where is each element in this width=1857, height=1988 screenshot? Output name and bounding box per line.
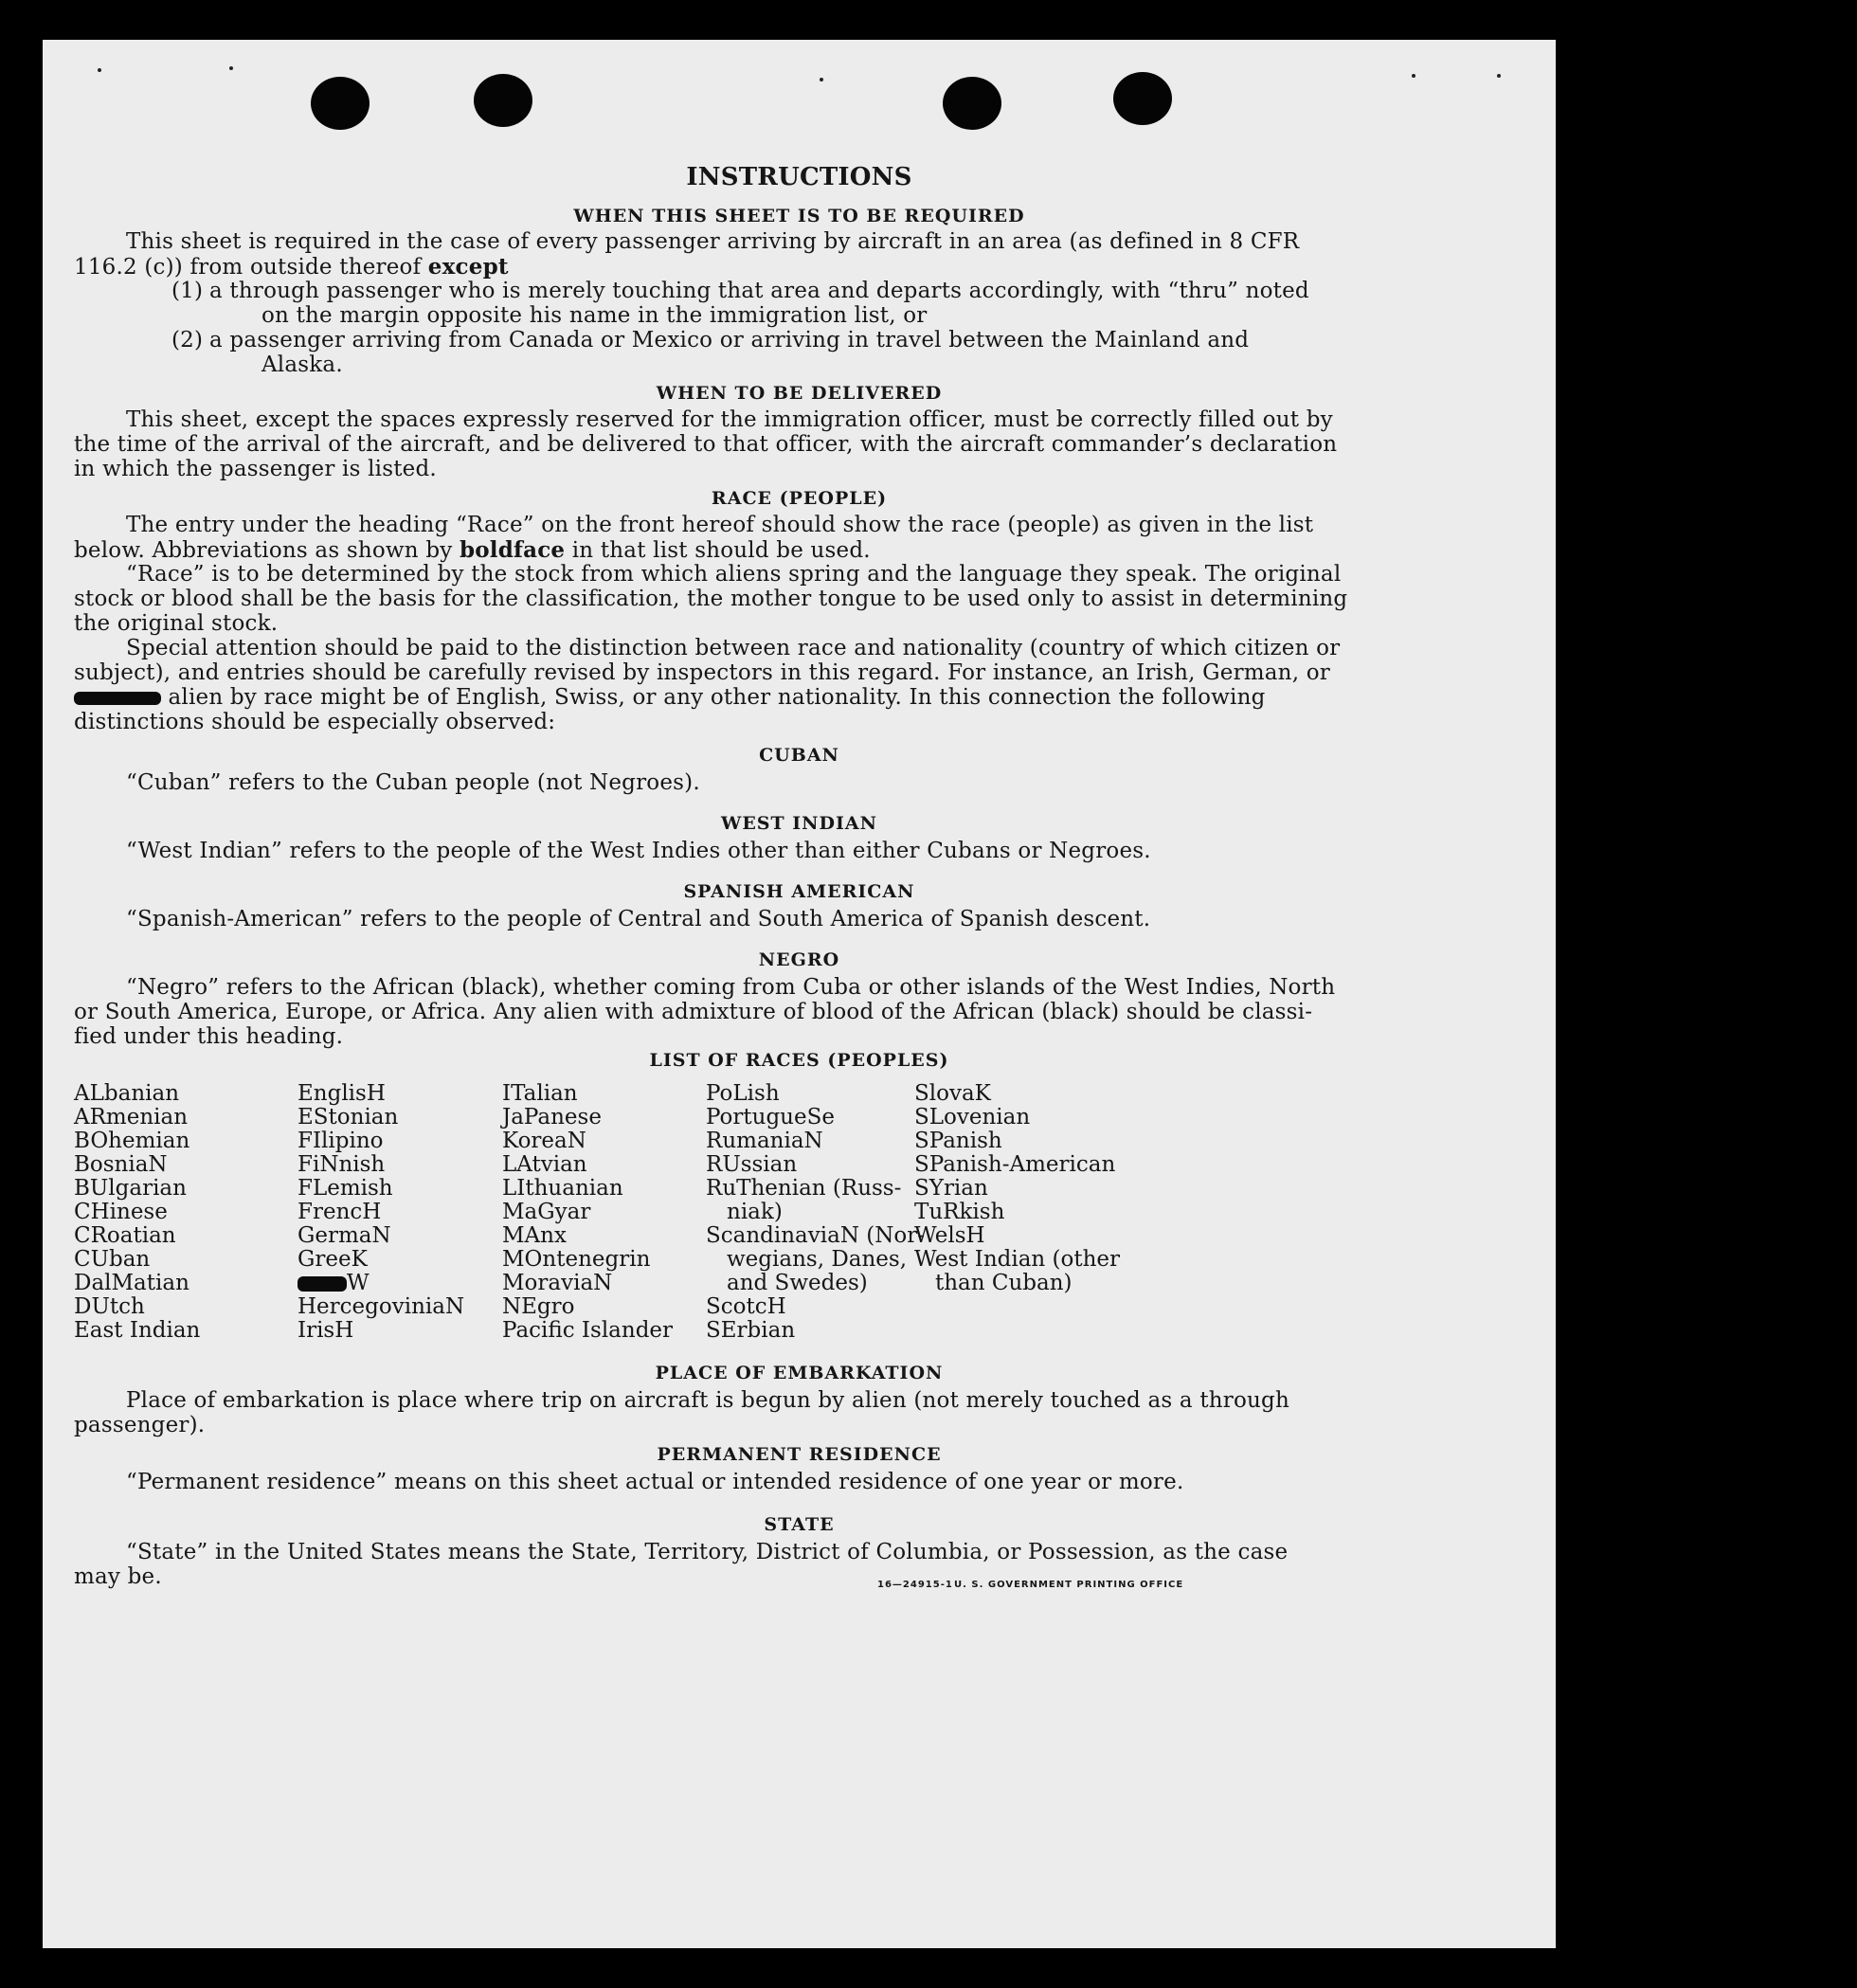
race-list-item: BUlgarian bbox=[74, 1176, 187, 1201]
race-list-item: ITalian bbox=[502, 1081, 578, 1106]
redaction-mark bbox=[74, 692, 161, 705]
race-list-item: SErbian bbox=[706, 1318, 796, 1343]
text-run: below. Abbreviations as shown by bbox=[74, 538, 460, 563]
race-list-item: RuThenian (Russ- bbox=[706, 1176, 902, 1201]
race-list-item: DalMatian bbox=[74, 1271, 189, 1295]
race-list-item: CUban bbox=[74, 1247, 151, 1272]
race-list-item: CRoatian bbox=[74, 1223, 176, 1248]
paragraph-line: Place of embarkation is place where trip on aircraft is begun by alien (not merely touched as a through bbox=[126, 1388, 1289, 1413]
race-list-item: FrencH bbox=[297, 1200, 382, 1224]
page-title: INSTRUCTIONS bbox=[686, 163, 912, 191]
race-list-item: GreeK bbox=[297, 1247, 368, 1272]
speck bbox=[1497, 74, 1501, 78]
race-list-item: ScandinaviaN (Nor- bbox=[706, 1223, 925, 1248]
redaction-mark bbox=[297, 1276, 347, 1292]
section-heading: WEST INDIAN bbox=[720, 813, 878, 834]
race-list-item: LIthuanian bbox=[502, 1176, 623, 1201]
race-list-item: niak) bbox=[727, 1200, 783, 1224]
paragraph-line: “Negro” refers to the African (black), whether coming from Cuba or other islands of the West Indies, North bbox=[126, 975, 1336, 1000]
race-list-item: BOhemian bbox=[74, 1129, 190, 1153]
section-heading: PERMANENT RESIDENCE bbox=[657, 1444, 942, 1465]
speck bbox=[98, 68, 101, 72]
race-list-item: and Swedes) bbox=[727, 1271, 868, 1295]
race-list-item: Pacific Islander bbox=[502, 1318, 674, 1343]
section-heading: PLACE OF EMBARKATION bbox=[655, 1363, 944, 1383]
list-item: a passenger arriving from Canada or Mexico or arriving in travel between the Mainland and bbox=[209, 328, 1250, 352]
section-heading: SPANISH AMERICAN bbox=[683, 881, 915, 902]
speck bbox=[1412, 74, 1415, 78]
list-item: a through passenger who is merely touching that area and departs accordingly, with “thru” noted bbox=[209, 279, 1309, 303]
race-list-item: than Cuban) bbox=[935, 1271, 1073, 1295]
paragraph-line: “Spanish-American” refers to the people of Central and South America of Spanish descent. bbox=[126, 907, 1151, 931]
text-run: 116.2 (c)) from outside thereof bbox=[74, 255, 428, 280]
text-run: alien by race might be of English, Swiss, or any other nationality. In this connection the following bbox=[161, 685, 1266, 710]
race-list-item: BosniaN bbox=[74, 1152, 168, 1177]
paragraph-line: “Race” is to be determined by the stock from which aliens spring and the language they speak. The original bbox=[126, 562, 1342, 587]
punch-hole bbox=[1113, 72, 1172, 125]
text-run: in that list should be used. bbox=[565, 538, 871, 563]
race-list-item: KoreaN bbox=[502, 1129, 586, 1153]
paragraph-line: “State” in the United States means the State, Territory, District of Columbia, or Possession, as the case bbox=[126, 1540, 1289, 1564]
paragraph-line: in which the passenger is listed. bbox=[74, 457, 437, 481]
race-list-item: GermaN bbox=[297, 1223, 391, 1248]
paragraph-line bbox=[74, 254, 509, 280]
race-list-item: CHinese bbox=[74, 1200, 168, 1224]
race-list-item: FIlipino bbox=[297, 1129, 384, 1153]
race-list-item: ARmenian bbox=[74, 1105, 189, 1130]
race-list-item: DUtch bbox=[74, 1294, 145, 1319]
paragraph-line: The entry under the heading “Race” on the front hereof should show the race (people) as given in the list bbox=[126, 513, 1314, 537]
race-list-item: MoraviaN bbox=[502, 1271, 613, 1295]
race-list-item: SPanish bbox=[914, 1129, 1002, 1153]
paragraph-line: “West Indian” refers to the people of the West Indies other than either Cubans or Negroes. bbox=[126, 839, 1151, 863]
paragraph-line: “Cuban” refers to the Cuban people (not Negroes). bbox=[126, 770, 700, 795]
race-list-item: East Indian bbox=[74, 1318, 201, 1343]
race-list-item: IrisH bbox=[297, 1318, 354, 1343]
race-list-item: W bbox=[347, 1271, 370, 1295]
race-list-item: EStonian bbox=[297, 1105, 399, 1130]
list-number: (1) bbox=[171, 279, 204, 303]
paragraph-line: Special attention should be paid to the distinction between race and nationality (country of which citizen or bbox=[126, 636, 1341, 660]
race-list-item: LAtvian bbox=[502, 1152, 587, 1177]
section-heading: CUBAN bbox=[759, 745, 839, 766]
section-heading: STATE bbox=[764, 1514, 835, 1535]
race-list-item: EnglisH bbox=[297, 1081, 386, 1106]
list-number: (2) bbox=[171, 328, 204, 352]
race-list-item: PoLish bbox=[706, 1081, 780, 1106]
race-list-item: MaGyar bbox=[502, 1200, 591, 1224]
race-list-item: ScotcH bbox=[706, 1294, 786, 1319]
race-list-item: SlovaK bbox=[914, 1081, 991, 1106]
paragraph-line: the original stock. bbox=[74, 611, 279, 636]
section-heading: WHEN THIS SHEET IS TO BE REQUIRED bbox=[573, 206, 1025, 226]
paragraph-line: or South America, Europe, or Africa. Any alien with admixture of blood of the African (black) should be classi- bbox=[74, 1000, 1313, 1024]
section-heading: RACE (PEOPLE) bbox=[711, 488, 888, 509]
paragraph-line: This sheet, except the spaces expressly reserved for the immigration officer, must be correctly filled out by bbox=[126, 407, 1333, 432]
race-list-item: SLovenian bbox=[914, 1105, 1031, 1130]
section-heading: NEGRO bbox=[758, 949, 840, 970]
printer-imprint: U. S. GOVERNMENT PRINTING OFFICE bbox=[954, 1580, 1184, 1590]
punch-hole bbox=[474, 74, 532, 127]
form-number: 16—24915-1 bbox=[877, 1580, 953, 1590]
paragraph-line: fied under this heading. bbox=[74, 1024, 344, 1049]
list-item: on the margin opposite his name in the immigration list, or bbox=[261, 303, 928, 328]
section-heading: LIST OF RACES (PEOPLES) bbox=[649, 1050, 949, 1071]
race-list-item: NEgro bbox=[502, 1294, 575, 1319]
speck bbox=[820, 78, 823, 81]
race-list-item: PortugueSe bbox=[706, 1105, 835, 1130]
paragraph-line: stock or blood shall be the basis for the classification, the mother tongue to be used only to assist in determining bbox=[74, 587, 1348, 611]
paragraph-line: This sheet is required in the case of every passenger arriving by aircraft in an area (as defined in 8 CFR bbox=[126, 229, 1300, 254]
bold-text: boldface bbox=[459, 537, 566, 563]
race-list-item: RUssian bbox=[706, 1152, 798, 1177]
paragraph-line bbox=[74, 685, 1266, 710]
race-list-item: SPanish-American bbox=[914, 1152, 1116, 1177]
race-list-item: FLemish bbox=[297, 1176, 393, 1201]
race-list-item: WelsH bbox=[914, 1223, 985, 1248]
race-list-item: ALbanian bbox=[74, 1081, 180, 1106]
paragraph-line: distinctions should be especially observed: bbox=[74, 710, 556, 734]
race-list-item: FiNnish bbox=[297, 1152, 386, 1177]
race-list-item: JaPanese bbox=[502, 1105, 602, 1130]
paragraph-line: the time of the arrival of the aircraft, and be delivered to that officer, with the aircraft commander’s declaration bbox=[74, 432, 1338, 457]
race-list-item: wegians, Danes, bbox=[727, 1247, 908, 1272]
paragraph-line: subject), and entries should be carefully revised by inspectors in this regard. For instance, an Irish, German, or bbox=[74, 660, 1330, 685]
race-list-item: MOntenegrin bbox=[502, 1247, 651, 1272]
punch-hole bbox=[943, 77, 1001, 130]
paragraph-line: may be. bbox=[74, 1564, 162, 1589]
punch-hole bbox=[311, 77, 370, 130]
paragraph-line bbox=[74, 537, 871, 563]
race-list-item: HercegoviniaN bbox=[297, 1294, 465, 1319]
race-list-item: RumaniaN bbox=[706, 1129, 823, 1153]
section-heading: WHEN TO BE DELIVERED bbox=[656, 383, 943, 404]
bold-text: except bbox=[427, 254, 509, 280]
race-list-item: TuRkish bbox=[914, 1200, 1005, 1224]
race-list-item: SYrian bbox=[914, 1176, 988, 1201]
paragraph-line: “Permanent residence” means on this sheet actual or intended residence of one year or more. bbox=[126, 1470, 1184, 1494]
speck bbox=[229, 66, 233, 70]
paragraph-line: passenger). bbox=[74, 1413, 206, 1437]
list-item: Alaska. bbox=[261, 352, 343, 377]
document-sheet bbox=[43, 40, 1556, 1948]
race-list-item: MAnx bbox=[502, 1223, 567, 1248]
race-list-item: West Indian (other bbox=[914, 1247, 1121, 1272]
